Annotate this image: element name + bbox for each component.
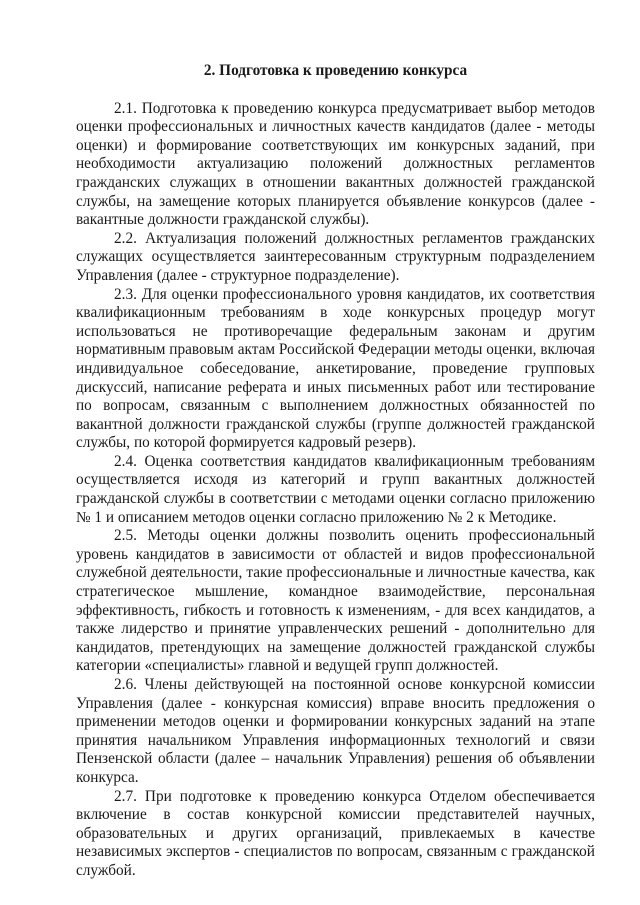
paragraph-2-6: 2.6. Члены действующей на постоянной основе конкурсной комиссии Управления (далее - конкурсная комиссия) вправе вносить предложения о применении методов оценки и формировании конкурсных заданий на этапе принятия начальником Управления информационных технологий и связи Пензенской области (далее – начальник Управления) решения об объявлении конкурса.	[76, 676, 595, 786]
document-page	[76, 62, 595, 881]
paragraph-2-5: 2.5. Методы оценки должны позволить оценить профессиональный уровень кандидатов в зависимости от областей и видов профессиональной служебной деятельности, такие профессиональные и личностные качества, как стратегическое мышление, командное взаимодействие, персональная эффективность, гибкость и готовность к изменениям, - для всех кандидатов, а также лидерство и принятие управленческих решений - дополнительно для кандидатов, претендующих на замещение должностей гражданской службы категории «специалисты» главной и ведущей групп должностей.	[76, 527, 595, 675]
paragraph-2-1: 2.1. Подготовка к проведению конкурса предусматривает выбор методов оценки профессиональных и личностных качеств кандидатов (далее - методы оценки) и формирование соответствующих им конкурсных заданий, при необходимости актуализацию положений должностных регламентов гражданских служащих в отношении вакантных должностей гражданской службы, на замещение которых планируется объявление конкурсов (далее - вакантные должности гражданской службы).	[76, 99, 595, 229]
paragraph-2-7: 2.7. При подготовке к проведению конкурса Отделом обеспечивается включение в состав конкурсной комиссии представителей научных, образовательных и других организаций, привлекаемых в качестве независимых экспертов - специалистов по вопросам, связанным с гражданской службой.	[76, 787, 595, 879]
paragraph-2-2: 2.2. Актуализация положений должностных регламентов гражданских служащих осуществляется заинтересованным структурным подразделением Управления (далее - структурное подразделение).	[76, 229, 595, 284]
section-heading: 2. Подготовка к проведению конкурса	[203, 62, 468, 79]
paragraph-2-4: 2.4. Оценка соответствия кандидатов квалификационным требованиям осуществляется исходя из категорий и групп вакантных должностей гражданской службы в соответствии с методами оценки согласно приложению № 1 и описанием методов оценки согласно приложению № 2 к Методике.	[76, 452, 595, 526]
paragraph-2-3: 2.3. Для оценки профессионального уровня кандидатов, их соответствия квалификационным требованиям в ходе конкурсных процедур могут использоваться не противоречащие федеральным законам и другим нормативным правовым актам Российской Федерации методы оценки, включая индивидуальное собеседование, анкетирование, проведение групповых дискуссий, написание реферата и иных письменных работ или тестирование по вопросам, связанным с выполнением должностных обязанностей по вакантной должности гражданской службы (группе должностей гражданской службы, по которой формируется кадровый резерв).	[76, 285, 595, 452]
